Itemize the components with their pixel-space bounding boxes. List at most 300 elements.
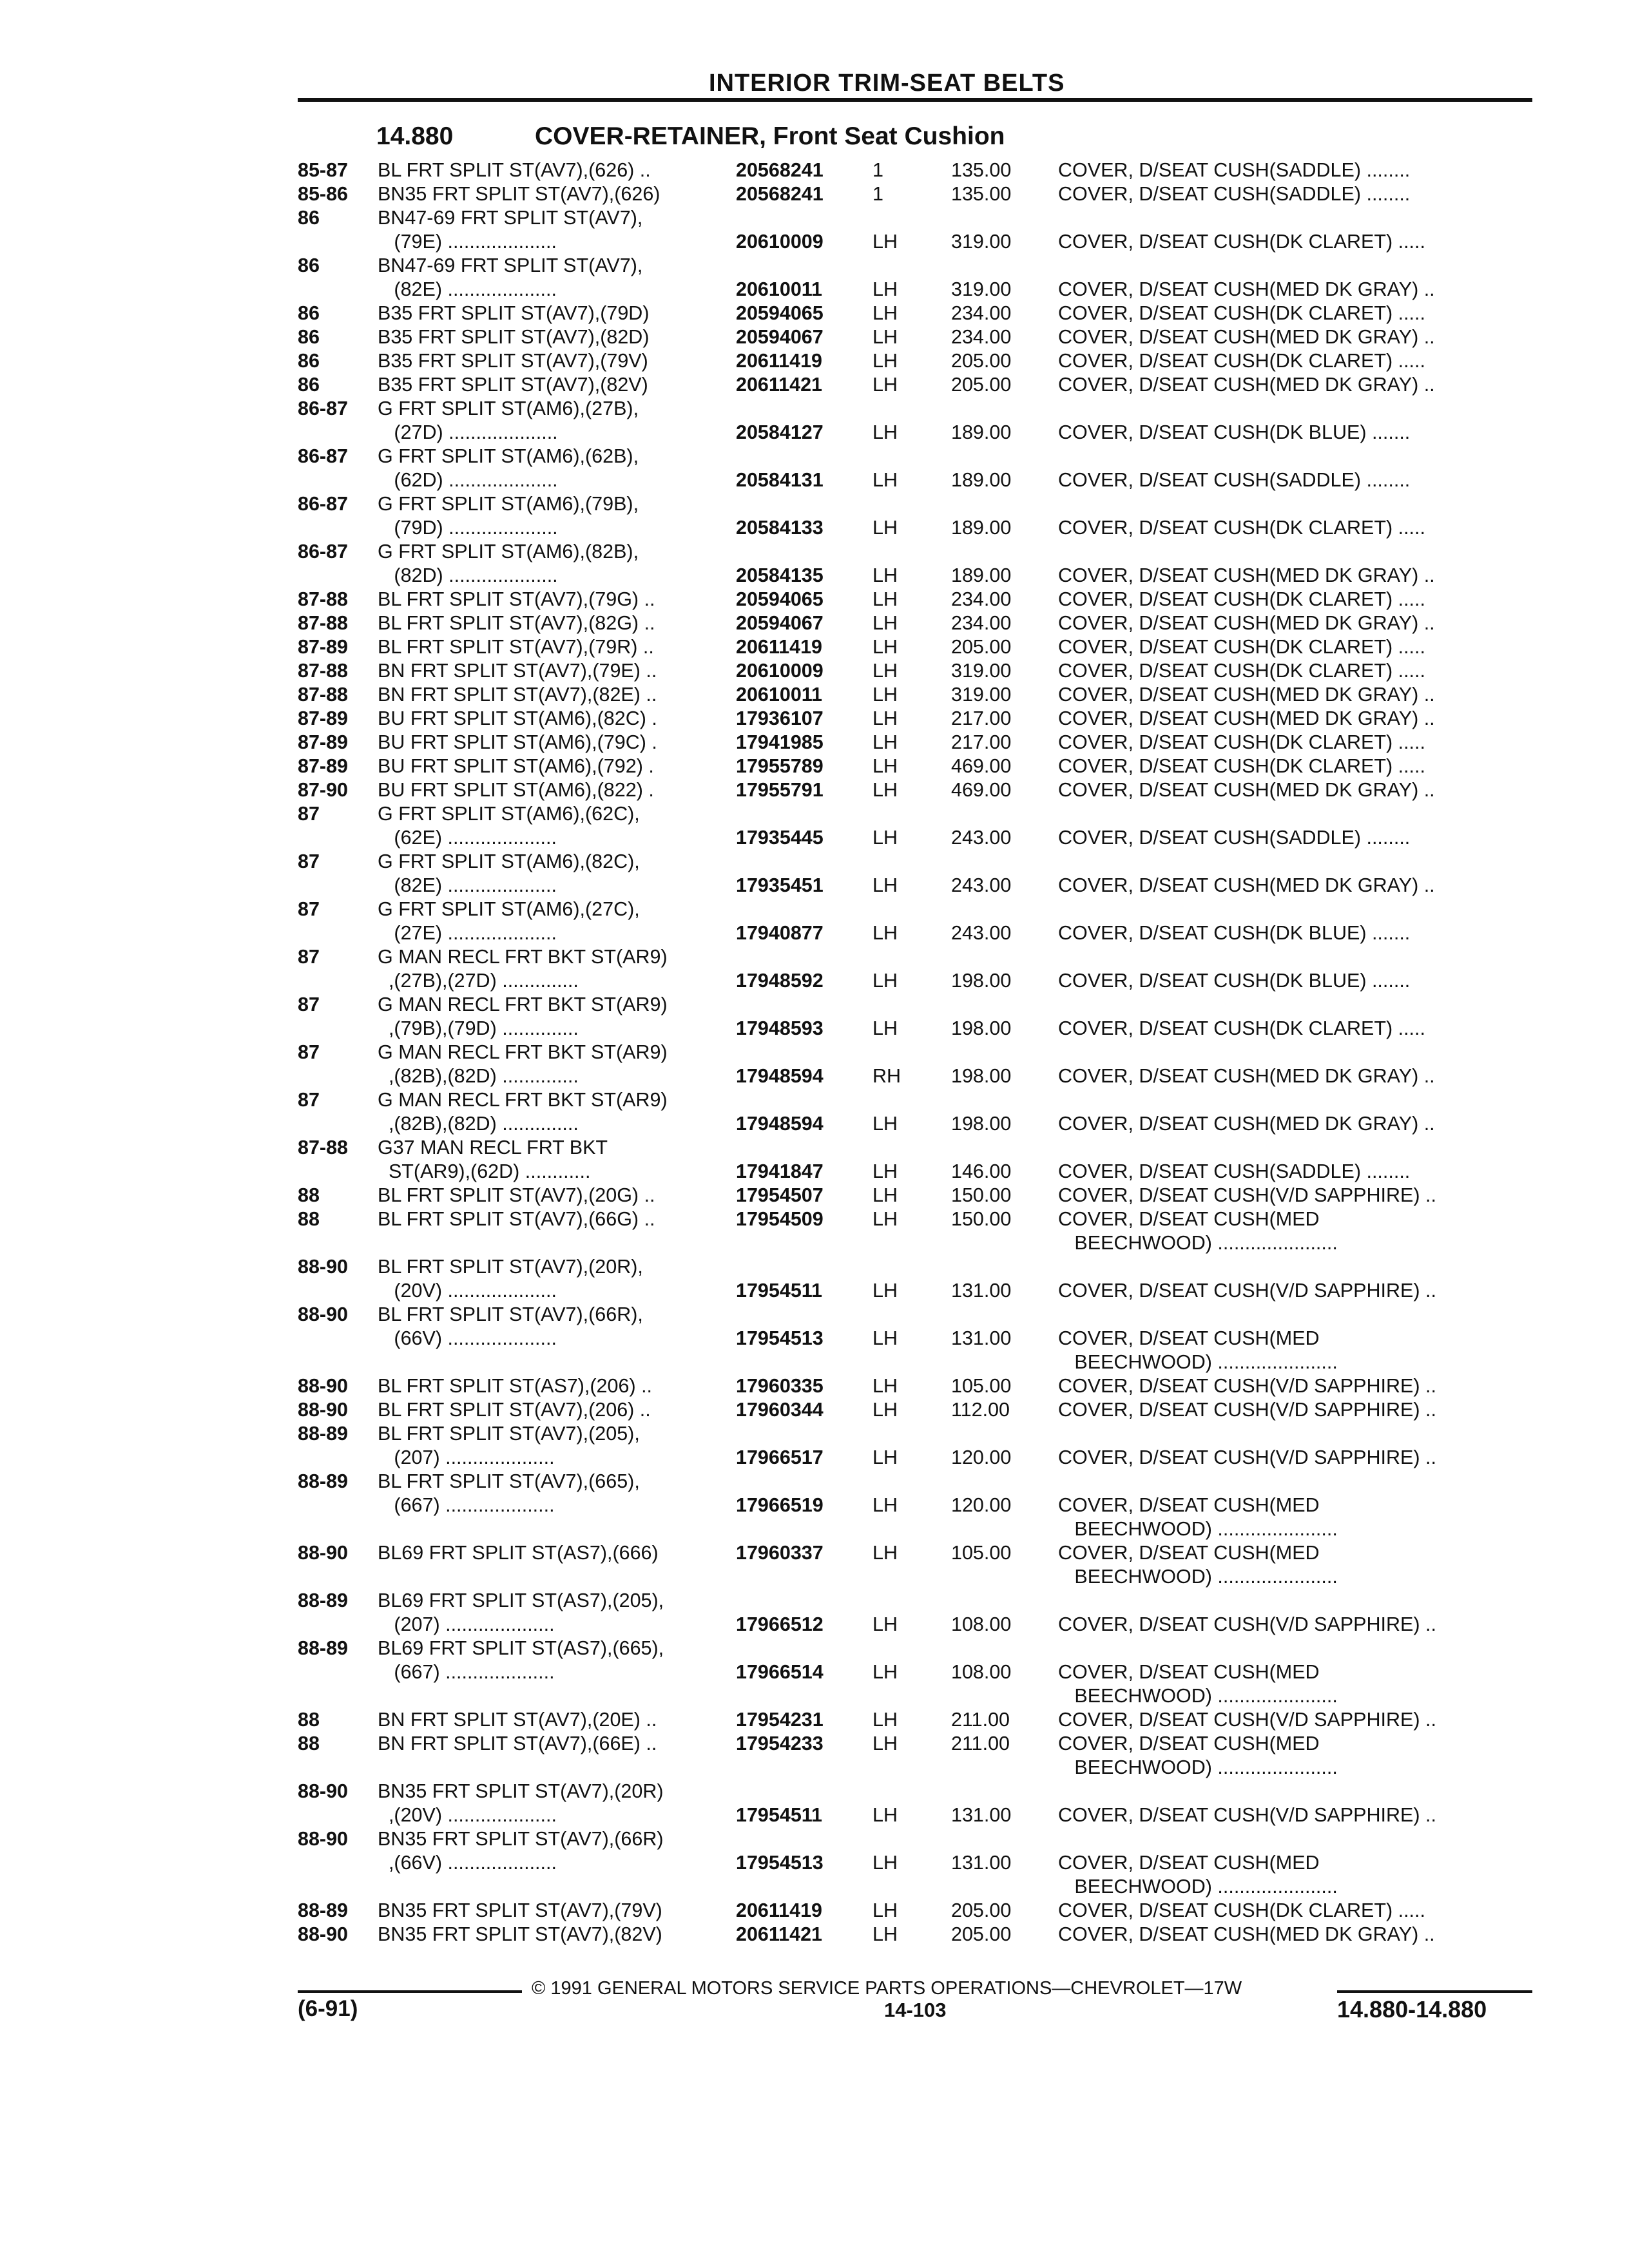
description: (667) .................... bbox=[378, 1661, 555, 1683]
list-item bbox=[0, 1112, 1629, 1136]
model-years: 87-89 bbox=[298, 636, 349, 658]
price: 243.00 bbox=[951, 874, 1012, 896]
price: 108.00 bbox=[951, 1661, 1012, 1683]
quantity: LH bbox=[872, 660, 898, 682]
item-description: COVER, D/SEAT CUSH(DK CLARET) ..... bbox=[1058, 517, 1425, 539]
list-item bbox=[0, 1803, 1629, 1827]
list-item bbox=[0, 1660, 1629, 1684]
quantity: LH bbox=[872, 302, 898, 324]
model-years: 87-89 bbox=[298, 707, 349, 729]
quantity: LH bbox=[872, 1327, 898, 1349]
part-number: 20568241 bbox=[736, 183, 824, 205]
list-item bbox=[0, 540, 1629, 564]
model-years: 86-87 bbox=[298, 493, 349, 515]
part-number: 17954507 bbox=[736, 1184, 824, 1206]
description: G MAN RECL FRT BKT ST(AR9) bbox=[378, 1089, 668, 1111]
list-item bbox=[0, 1446, 1629, 1470]
description: BU FRT SPLIT ST(AM6),(82C) . bbox=[378, 707, 657, 729]
item-description: COVER, D/SEAT CUSH(SADDLE) ........ bbox=[1058, 469, 1411, 491]
model-years: 88-89 bbox=[298, 1590, 349, 1611]
part-number: 17948593 bbox=[736, 1017, 824, 1039]
price: 131.00 bbox=[951, 1280, 1012, 1302]
description: BL FRT SPLIT ST(AV7),(20G) .. bbox=[378, 1184, 655, 1206]
list-item bbox=[0, 850, 1629, 874]
price: 131.00 bbox=[951, 1327, 1012, 1349]
description: (79D) .................... bbox=[378, 517, 558, 539]
model-years: 88 bbox=[298, 1733, 320, 1754]
model-years: 88-89 bbox=[298, 1899, 349, 1921]
footer-section-range: 14.880-14.880 bbox=[1337, 1996, 1487, 2023]
description: G FRT SPLIT ST(AM6),(82B), bbox=[378, 541, 639, 562]
price: 150.00 bbox=[951, 1184, 1012, 1206]
part-number: 17954513 bbox=[736, 1852, 824, 1874]
part-number: 17960344 bbox=[736, 1399, 824, 1421]
quantity: LH bbox=[872, 469, 898, 491]
item-description: COVER, D/SEAT CUSH(MED bbox=[1058, 1542, 1320, 1564]
price: 198.00 bbox=[951, 1017, 1012, 1039]
part-number: 20568241 bbox=[736, 159, 824, 181]
quantity: LH bbox=[872, 1923, 898, 1945]
item-description: COVER, D/SEAT CUSH(SADDLE) ........ bbox=[1058, 183, 1411, 205]
quantity: LH bbox=[872, 374, 898, 396]
description: BN FRT SPLIT ST(AV7),(79E) .. bbox=[378, 660, 657, 682]
item-description: COVER, D/SEAT CUSH(MED DK GRAY) .. bbox=[1058, 1113, 1435, 1135]
model-years: 87 bbox=[298, 1041, 320, 1063]
description: ,(79B),(79D) .............. bbox=[378, 1017, 579, 1039]
price: 108.00 bbox=[951, 1613, 1012, 1635]
price: 217.00 bbox=[951, 731, 1012, 753]
description: BN FRT SPLIT ST(AV7),(66E) .. bbox=[378, 1733, 657, 1754]
price: 198.00 bbox=[951, 970, 1012, 992]
part-number: 20594067 bbox=[736, 612, 824, 634]
list-item bbox=[0, 1231, 1629, 1255]
model-years: 87-89 bbox=[298, 731, 349, 753]
item-description: COVER, D/SEAT CUSH(DK BLUE) ....... bbox=[1058, 421, 1411, 443]
part-number: 20610011 bbox=[736, 684, 823, 706]
model-years: 87 bbox=[298, 1089, 320, 1111]
list-item bbox=[0, 1350, 1629, 1374]
description: BN35 FRT SPLIT ST(AV7),(66R) bbox=[378, 1828, 664, 1850]
part-number: 20611419 bbox=[736, 636, 823, 658]
list-item bbox=[0, 1923, 1629, 1946]
price: 469.00 bbox=[951, 755, 1012, 777]
footer-divider-right bbox=[1337, 1990, 1532, 1993]
list-item bbox=[0, 1732, 1629, 1756]
list-item bbox=[0, 159, 1629, 182]
model-years: 86-87 bbox=[298, 398, 349, 419]
price: 205.00 bbox=[951, 636, 1012, 658]
quantity: LH bbox=[872, 922, 898, 944]
price: 146.00 bbox=[951, 1160, 1012, 1182]
price: 217.00 bbox=[951, 707, 1012, 729]
item-description: COVER, D/SEAT CUSH(MED bbox=[1058, 1208, 1320, 1230]
quantity: LH bbox=[872, 564, 898, 586]
model-years: 88 bbox=[298, 1184, 320, 1206]
list-item bbox=[0, 1255, 1629, 1279]
item-description: COVER, D/SEAT CUSH(V/D SAPPHIRE) .. bbox=[1058, 1709, 1436, 1731]
description: (667) .................... bbox=[378, 1494, 555, 1516]
list-item bbox=[0, 826, 1629, 850]
item-description: COVER, D/SEAT CUSH(MED DK GRAY) .. bbox=[1058, 874, 1435, 896]
quantity: LH bbox=[872, 1661, 898, 1683]
part-number: 17948594 bbox=[736, 1113, 824, 1135]
list-item bbox=[0, 1684, 1629, 1708]
list-item bbox=[0, 1637, 1629, 1660]
list-item bbox=[0, 1303, 1629, 1327]
quantity: 1 bbox=[872, 183, 883, 205]
description: BL FRT SPLIT ST(AV7),(66R), bbox=[378, 1303, 643, 1325]
footer-divider-left bbox=[298, 1990, 522, 1993]
list-item bbox=[0, 921, 1629, 945]
description: BN47-69 FRT SPLIT ST(AV7), bbox=[378, 207, 643, 229]
description: BN FRT SPLIT ST(AV7),(20E) .. bbox=[378, 1709, 657, 1731]
part-number: 20610011 bbox=[736, 278, 823, 300]
model-years: 86 bbox=[298, 207, 320, 229]
description: (66V) .................... bbox=[378, 1327, 557, 1349]
description: B35 FRT SPLIT ST(AV7),(82D) bbox=[378, 326, 650, 348]
description: BN35 FRT SPLIT ST(AV7),(82V) bbox=[378, 1923, 662, 1945]
item-description: COVER, D/SEAT CUSH(DK CLARET) ..... bbox=[1058, 1017, 1425, 1039]
list-item bbox=[0, 1398, 1629, 1422]
item-description: COVER, D/SEAT CUSH(MED bbox=[1058, 1494, 1320, 1516]
description: BN35 FRT SPLIT ST(AV7),(626) bbox=[378, 183, 660, 205]
model-years: 85-87 bbox=[298, 159, 349, 181]
list-item bbox=[0, 1780, 1629, 1803]
description: BN47-69 FRT SPLIT ST(AV7), bbox=[378, 255, 643, 276]
list-item bbox=[0, 468, 1629, 492]
price: 120.00 bbox=[951, 1494, 1012, 1516]
part-number: 17966512 bbox=[736, 1613, 824, 1635]
part-number: 17954233 bbox=[736, 1733, 824, 1754]
description: (62D) .................... bbox=[378, 469, 558, 491]
header-divider bbox=[298, 98, 1532, 102]
quantity: 1 bbox=[872, 159, 883, 181]
item-description: COVER, D/SEAT CUSH(V/D SAPPHIRE) .. bbox=[1058, 1613, 1436, 1635]
description: BL FRT SPLIT ST(AV7),(66G) .. bbox=[378, 1208, 655, 1230]
part-number: 20594065 bbox=[736, 302, 824, 324]
model-years: 87 bbox=[298, 946, 320, 968]
description: G37 MAN RECL FRT BKT bbox=[378, 1137, 608, 1158]
price: 189.00 bbox=[951, 564, 1012, 586]
list-item bbox=[0, 373, 1629, 397]
item-description: BEECHWOOD) ...................... bbox=[1058, 1518, 1338, 1540]
model-years: 88-89 bbox=[298, 1470, 349, 1492]
list-item bbox=[0, 1565, 1629, 1589]
list-item bbox=[0, 1589, 1629, 1613]
list-item bbox=[0, 1899, 1629, 1923]
quantity: LH bbox=[872, 1160, 898, 1182]
description: (207) .................... bbox=[378, 1446, 555, 1468]
part-number: 20611421 bbox=[736, 1923, 823, 1945]
item-description: COVER, D/SEAT CUSH(MED bbox=[1058, 1733, 1320, 1754]
quantity: LH bbox=[872, 1804, 898, 1826]
item-description: BEECHWOOD) ...................... bbox=[1058, 1566, 1338, 1588]
model-years: 88-89 bbox=[298, 1637, 349, 1659]
part-number: 17941985 bbox=[736, 731, 824, 753]
item-description: BEECHWOOD) ...................... bbox=[1058, 1232, 1338, 1254]
quantity: LH bbox=[872, 612, 898, 634]
quantity: LH bbox=[872, 1709, 898, 1731]
item-description: COVER, D/SEAT CUSH(DK CLARET) ..... bbox=[1058, 302, 1425, 324]
section-number: 14.880 bbox=[376, 122, 454, 150]
list-item bbox=[0, 1184, 1629, 1207]
model-years: 87 bbox=[298, 850, 320, 872]
quantity: LH bbox=[872, 707, 898, 729]
model-years: 87-88 bbox=[298, 612, 349, 634]
price: 205.00 bbox=[951, 374, 1012, 396]
description: B35 FRT SPLIT ST(AV7),(79V) bbox=[378, 350, 648, 372]
description: BL FRT SPLIT ST(AV7),(626) .. bbox=[378, 159, 651, 181]
description: (207) .................... bbox=[378, 1613, 555, 1635]
description: (82D) .................... bbox=[378, 564, 558, 586]
model-years: 88-90 bbox=[298, 1828, 349, 1850]
item-description: COVER, D/SEAT CUSH(DK BLUE) ....... bbox=[1058, 922, 1411, 944]
item-description: COVER, D/SEAT CUSH(SADDLE) ........ bbox=[1058, 159, 1411, 181]
description: G FRT SPLIT ST(AM6),(62C), bbox=[378, 803, 640, 825]
part-number: 17966517 bbox=[736, 1446, 824, 1468]
item-description: COVER, D/SEAT CUSH(DK CLARET) ..... bbox=[1058, 588, 1425, 610]
item-description: COVER, D/SEAT CUSH(MED bbox=[1058, 1852, 1320, 1874]
description: ,(82B),(82D) .............. bbox=[378, 1065, 579, 1087]
quantity: LH bbox=[872, 1375, 898, 1397]
price: 469.00 bbox=[951, 779, 1012, 801]
price: 211.00 bbox=[951, 1733, 1010, 1754]
list-item bbox=[0, 1708, 1629, 1732]
list-item bbox=[0, 445, 1629, 468]
price: 243.00 bbox=[951, 827, 1012, 849]
description: BL FRT SPLIT ST(AV7),(20R), bbox=[378, 1256, 643, 1278]
model-years: 86 bbox=[298, 302, 320, 324]
part-number: 20584135 bbox=[736, 564, 824, 586]
description: (62E) .................... bbox=[378, 827, 557, 849]
model-years: 87-90 bbox=[298, 779, 349, 801]
part-number: 20611419 bbox=[736, 1899, 823, 1921]
item-description: COVER, D/SEAT CUSH(MED DK GRAY) .. bbox=[1058, 1923, 1435, 1945]
description: (27D) .................... bbox=[378, 421, 558, 443]
description: BN FRT SPLIT ST(AV7),(82E) .. bbox=[378, 684, 657, 706]
quantity: LH bbox=[872, 874, 898, 896]
model-years: 86-87 bbox=[298, 541, 349, 562]
list-item bbox=[0, 325, 1629, 349]
footer-page-number: 14-103 bbox=[884, 1999, 947, 2021]
description: ST(AR9),(62D) ............ bbox=[378, 1160, 591, 1182]
item-description: COVER, D/SEAT CUSH(MED DK GRAY) .. bbox=[1058, 684, 1435, 706]
list-item bbox=[0, 993, 1629, 1017]
list-item bbox=[0, 1422, 1629, 1446]
quantity: LH bbox=[872, 1733, 898, 1754]
part-number: 20610009 bbox=[736, 660, 824, 682]
price: 234.00 bbox=[951, 612, 1012, 634]
description: BL69 FRT SPLIT ST(AS7),(666) bbox=[378, 1542, 659, 1564]
price: 131.00 bbox=[951, 1852, 1012, 1874]
part-number: 17955789 bbox=[736, 755, 824, 777]
quantity: LH bbox=[872, 1113, 898, 1135]
quantity: LH bbox=[872, 1613, 898, 1635]
item-description: COVER, D/SEAT CUSH(MED DK GRAY) .. bbox=[1058, 779, 1435, 801]
list-item bbox=[0, 1470, 1629, 1494]
part-number: 20584131 bbox=[736, 469, 824, 491]
price: 205.00 bbox=[951, 1899, 1012, 1921]
model-years: 88-90 bbox=[298, 1780, 349, 1802]
description: BL FRT SPLIT ST(AV7),(82G) .. bbox=[378, 612, 655, 634]
part-number: 20584127 bbox=[736, 421, 824, 443]
part-number: 17940877 bbox=[736, 922, 824, 944]
part-number: 17954231 bbox=[736, 1709, 824, 1731]
description: ,(20V) .................... bbox=[378, 1804, 557, 1826]
price: 135.00 bbox=[951, 183, 1012, 205]
description: ,(27B),(27D) .............. bbox=[378, 970, 579, 992]
item-description: COVER, D/SEAT CUSH(SADDLE) ........ bbox=[1058, 827, 1411, 849]
list-item bbox=[0, 1207, 1629, 1231]
list-item bbox=[0, 182, 1629, 206]
quantity: RH bbox=[872, 1065, 901, 1087]
price: 198.00 bbox=[951, 1113, 1012, 1135]
price: 135.00 bbox=[951, 159, 1012, 181]
list-item bbox=[0, 1756, 1629, 1780]
quantity: LH bbox=[872, 1494, 898, 1516]
quantity: LH bbox=[872, 1184, 898, 1206]
item-description: COVER, D/SEAT CUSH(DK CLARET) ..... bbox=[1058, 1899, 1425, 1921]
list-item bbox=[0, 659, 1629, 683]
price: 198.00 bbox=[951, 1065, 1012, 1087]
model-years: 86-87 bbox=[298, 445, 349, 467]
list-item bbox=[0, 1851, 1629, 1875]
item-description: COVER, D/SEAT CUSH(MED DK GRAY) .. bbox=[1058, 374, 1435, 396]
list-item bbox=[0, 1327, 1629, 1350]
price: 319.00 bbox=[951, 278, 1012, 300]
item-description: BEECHWOOD) ...................... bbox=[1058, 1756, 1338, 1778]
page-title: INTERIOR TRIM-SEAT BELTS bbox=[709, 70, 1065, 97]
quantity: LH bbox=[872, 1899, 898, 1921]
price: 234.00 bbox=[951, 326, 1012, 348]
quantity: LH bbox=[872, 636, 898, 658]
item-description: COVER, D/SEAT CUSH(DK CLARET) ..... bbox=[1058, 636, 1425, 658]
list-item bbox=[0, 278, 1629, 302]
list-item bbox=[0, 230, 1629, 254]
price: 150.00 bbox=[951, 1208, 1012, 1230]
list-item bbox=[0, 516, 1629, 540]
model-years: 88 bbox=[298, 1709, 320, 1731]
item-description: COVER, D/SEAT CUSH(MED DK GRAY) .. bbox=[1058, 564, 1435, 586]
part-number: 20611419 bbox=[736, 350, 823, 372]
list-item bbox=[0, 1613, 1629, 1637]
quantity: LH bbox=[872, 731, 898, 753]
list-item bbox=[0, 1541, 1629, 1565]
part-number: 17936107 bbox=[736, 707, 824, 729]
list-item bbox=[0, 731, 1629, 754]
description: (79E) .................... bbox=[378, 231, 557, 253]
model-years: 85-86 bbox=[298, 183, 349, 205]
quantity: LH bbox=[872, 517, 898, 539]
item-description: COVER, D/SEAT CUSH(V/D SAPPHIRE) .. bbox=[1058, 1280, 1436, 1302]
part-number: 17966519 bbox=[736, 1494, 824, 1516]
item-description: COVER, D/SEAT CUSH(DK CLARET) ..... bbox=[1058, 731, 1425, 753]
part-number: 20594067 bbox=[736, 326, 824, 348]
item-description: COVER, D/SEAT CUSH(MED DK GRAY) .. bbox=[1058, 612, 1435, 634]
part-number: 20611421 bbox=[736, 374, 823, 396]
description: B35 FRT SPLIT ST(AV7),(79D) bbox=[378, 302, 650, 324]
description: B35 FRT SPLIT ST(AV7),(82V) bbox=[378, 374, 648, 396]
list-item bbox=[0, 1517, 1629, 1541]
model-years: 88-90 bbox=[298, 1303, 349, 1325]
list-item bbox=[0, 564, 1629, 588]
quantity: LH bbox=[872, 755, 898, 777]
list-item bbox=[0, 1017, 1629, 1041]
item-description: COVER, D/SEAT CUSH(MED bbox=[1058, 1661, 1320, 1683]
price: 105.00 bbox=[951, 1542, 1012, 1564]
list-item bbox=[0, 1136, 1629, 1160]
description: G FRT SPLIT ST(AM6),(62B), bbox=[378, 445, 639, 467]
part-number: 17955791 bbox=[736, 779, 824, 801]
list-item bbox=[0, 1041, 1629, 1064]
item-description: COVER, D/SEAT CUSH(DK CLARET) ..... bbox=[1058, 755, 1425, 777]
price: 112.00 bbox=[951, 1399, 1010, 1421]
model-years: 87-88 bbox=[298, 588, 349, 610]
part-number: 17941847 bbox=[736, 1160, 824, 1182]
quantity: LH bbox=[872, 1542, 898, 1564]
quantity: LH bbox=[872, 1446, 898, 1468]
model-years: 87 bbox=[298, 803, 320, 825]
list-item bbox=[0, 1494, 1629, 1517]
quantity: LH bbox=[872, 231, 898, 253]
list-item bbox=[0, 945, 1629, 969]
list-item bbox=[0, 588, 1629, 611]
item-description: COVER, D/SEAT CUSH(DK CLARET) ..... bbox=[1058, 660, 1425, 682]
item-description: BEECHWOOD) ...................... bbox=[1058, 1685, 1338, 1707]
description: G FRT SPLIT ST(AM6),(27C), bbox=[378, 898, 640, 920]
price: 189.00 bbox=[951, 517, 1012, 539]
list-item bbox=[0, 802, 1629, 826]
description: BN35 FRT SPLIT ST(AV7),(79V) bbox=[378, 1899, 662, 1921]
description: G MAN RECL FRT BKT ST(AR9) bbox=[378, 946, 668, 968]
model-years: 87-88 bbox=[298, 660, 349, 682]
item-description: COVER, D/SEAT CUSH(MED bbox=[1058, 1327, 1320, 1349]
quantity: LH bbox=[872, 1017, 898, 1039]
part-number: 17935451 bbox=[736, 874, 824, 896]
item-description: COVER, D/SEAT CUSH(V/D SAPPHIRE) .. bbox=[1058, 1375, 1436, 1397]
model-years: 88 bbox=[298, 1208, 320, 1230]
model-years: 87-88 bbox=[298, 1137, 349, 1158]
part-number: 17948594 bbox=[736, 1065, 824, 1087]
list-item bbox=[0, 1088, 1629, 1112]
description: BU FRT SPLIT ST(AM6),(792) . bbox=[378, 755, 654, 777]
list-item bbox=[0, 492, 1629, 516]
list-item bbox=[0, 302, 1629, 325]
part-number: 17960335 bbox=[736, 1375, 824, 1397]
price: 205.00 bbox=[951, 1923, 1012, 1945]
model-years: 88-90 bbox=[298, 1256, 349, 1278]
description: G FRT SPLIT ST(AM6),(79B), bbox=[378, 493, 639, 515]
description: BL69 FRT SPLIT ST(AS7),(665), bbox=[378, 1637, 664, 1659]
model-years: 88-90 bbox=[298, 1542, 349, 1564]
part-number: 17948592 bbox=[736, 970, 824, 992]
price: 189.00 bbox=[951, 421, 1012, 443]
description: BL FRT SPLIT ST(AV7),(205), bbox=[378, 1423, 640, 1445]
model-years: 87-88 bbox=[298, 684, 349, 706]
description: BU FRT SPLIT ST(AM6),(79C) . bbox=[378, 731, 657, 753]
item-description: COVER, D/SEAT CUSH(DK CLARET) ..... bbox=[1058, 350, 1425, 372]
section-title: COVER-RETAINER, Front Seat Cushion bbox=[535, 122, 1005, 150]
model-years: 88-90 bbox=[298, 1375, 349, 1397]
part-number: 17966514 bbox=[736, 1661, 824, 1683]
quantity: LH bbox=[872, 421, 898, 443]
price: 120.00 bbox=[951, 1446, 1012, 1468]
list-item bbox=[0, 683, 1629, 707]
quantity: LH bbox=[872, 326, 898, 348]
part-number: 17960337 bbox=[736, 1542, 824, 1564]
model-years: 88-89 bbox=[298, 1423, 349, 1445]
item-description: COVER, D/SEAT CUSH(DK BLUE) ....... bbox=[1058, 970, 1411, 992]
